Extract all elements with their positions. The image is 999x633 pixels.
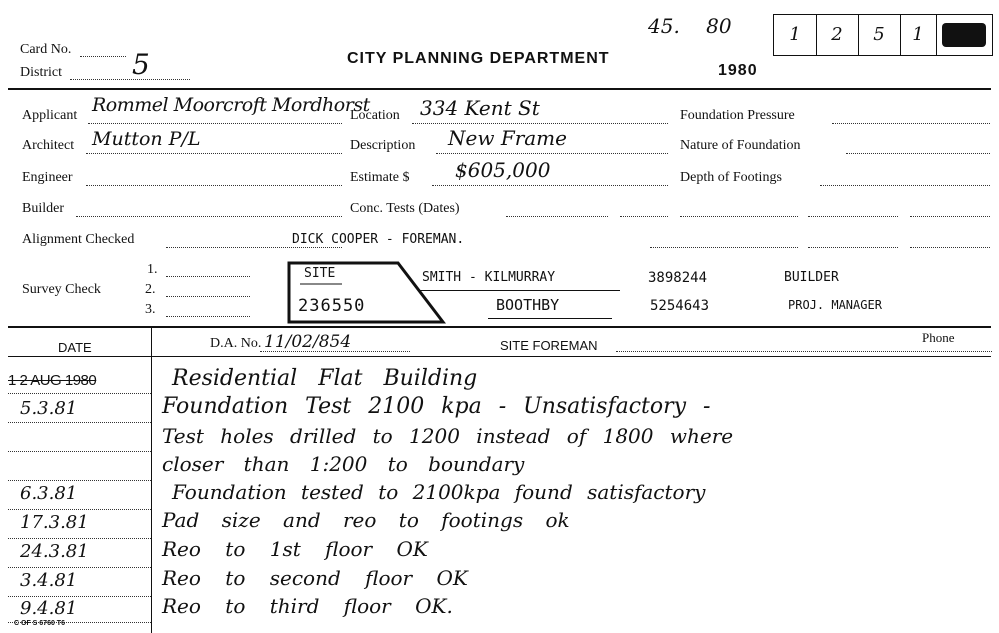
ref-box-3: 5 — [858, 15, 901, 55]
builder-label: Builder — [22, 201, 64, 216]
engineer-label: Engineer — [22, 170, 73, 185]
da-label: D.A. No. — [210, 336, 262, 351]
date-rule-8 — [8, 596, 151, 597]
survey-num-3: 3. — [145, 302, 156, 317]
nature-of-foundation-line — [846, 153, 990, 154]
builder-contact-name: SMITH - KILMURRAY — [422, 270, 556, 285]
applicant-line — [88, 123, 342, 124]
estimate-line — [432, 185, 668, 186]
date-rule-4 — [8, 480, 151, 481]
phone-label: Phone — [922, 330, 955, 345]
district-value: 5 — [132, 48, 150, 81]
year: 1980 — [718, 62, 758, 79]
site-number: 236550 — [298, 296, 366, 316]
description-line — [436, 153, 668, 154]
ref-box-1: 1 — [774, 15, 817, 55]
manager-contact-underline — [488, 318, 612, 319]
estimate-label: Estimate $ — [350, 170, 410, 185]
site-foreman-line — [616, 351, 992, 352]
entry-date-2: 5.3.81 — [20, 398, 78, 419]
estimate-value: $605,000 — [455, 158, 551, 182]
manager-contact-phone: 5254643 — [650, 298, 710, 314]
entry-date-7: 24.3.81 — [20, 541, 89, 562]
entry-text-5: Foundation tested to 2100kpa found satisfactory — [172, 480, 706, 504]
date-rule-6 — [8, 538, 151, 539]
blank-line-a3 — [910, 216, 990, 217]
date-rule-2 — [8, 422, 151, 423]
builder-contact-underline — [420, 290, 620, 291]
survey-line-1 — [166, 276, 250, 277]
date-rule-5 — [8, 509, 151, 510]
date-header: DATE — [58, 340, 92, 355]
manager-contact-name: BOOTHBY — [496, 296, 560, 314]
applicant-value: Rommel Moorcroft Mordhorst — [92, 94, 370, 116]
architect-value: Mutton P/L — [92, 128, 201, 150]
redaction-mark — [942, 23, 986, 47]
entry-date-9: 9.4.81 — [20, 598, 78, 619]
conc-tests-label: Conc. Tests (Dates) — [350, 201, 460, 216]
entry-text-3: Test holes drilled to 1200 instead of 1800 where — [162, 424, 734, 448]
entry-text-8: Reo to second floor OK — [162, 566, 468, 590]
date-rule-7 — [8, 567, 151, 568]
blank-line-b2 — [808, 247, 898, 248]
entry-text-1: Residential Flat Building — [172, 366, 478, 391]
date-rule-3 — [8, 451, 151, 452]
site-foreman-label: SITE FOREMAN — [500, 338, 598, 353]
site-label: SITE — [304, 266, 336, 281]
engineer-line — [86, 185, 342, 186]
description-label: Description — [350, 138, 416, 153]
survey-num-2: 2. — [145, 282, 156, 297]
architect-line — [86, 153, 342, 154]
entry-text-4: closer than 1:200 to boundary — [162, 452, 525, 476]
da-value: 11/02/854 — [264, 332, 352, 352]
entry-text-7: Reo to 1st floor OK — [162, 537, 428, 561]
builder-line — [76, 216, 342, 217]
ref-box-2: 2 — [816, 15, 859, 55]
district-line — [70, 79, 190, 80]
entry-date-1: 1 2 AUG 1980 — [8, 372, 97, 389]
applicant-label: Applicant — [22, 108, 78, 123]
alignment-line — [166, 247, 342, 248]
card-no-label: Card No. — [20, 42, 72, 57]
architect-label: Architect — [22, 138, 75, 153]
blank-line-b3 — [910, 247, 990, 248]
row-rule-0 — [8, 356, 991, 357]
location-label: Location — [350, 108, 400, 123]
log-top-border — [8, 326, 991, 328]
conc-tests-line-1 — [506, 216, 608, 217]
blank-line-a2 — [808, 216, 898, 217]
entry-text-6: Pad size and reo to footings ok — [162, 508, 570, 532]
survey-num-1: 1. — [147, 262, 158, 277]
location-value: 334 Kent St — [420, 96, 540, 120]
form-code: C OF S 6760 T6 — [14, 620, 65, 627]
page-title: CITY PLANNING DEPARTMENT — [347, 50, 610, 67]
district-label: District — [20, 65, 62, 80]
depth-of-footings-line — [820, 185, 990, 186]
date-rule-1 — [8, 393, 151, 394]
survey-line-3 — [166, 316, 250, 317]
location-line — [412, 123, 668, 124]
foundation-pressure-label: Foundation Pressure — [680, 108, 795, 123]
foundation-pressure-line — [832, 123, 990, 124]
depth-of-footings-label: Depth of Footings — [680, 170, 782, 185]
description-value: New Frame — [448, 126, 567, 150]
reference-number: 45. 80 — [648, 14, 732, 38]
manager-contact-role: PROJ. MANAGER — [788, 298, 882, 312]
entry-date-5: 6.3.81 — [20, 483, 78, 504]
alignment-value: DICK COOPER - FOREMAN. — [292, 232, 465, 247]
blank-line-a1 — [680, 216, 798, 217]
date-column-divider — [151, 327, 152, 633]
nature-of-foundation-label: Nature of Foundation — [680, 138, 801, 153]
survey-line-2 — [166, 296, 250, 297]
alignment-label: Alignment Checked — [22, 232, 135, 247]
conc-tests-line-2 — [620, 216, 668, 217]
entry-text-9: Reo to third floor OK. — [162, 594, 453, 618]
reference-boxes — [773, 14, 993, 56]
card-no-line — [80, 56, 126, 57]
builder-contact-role: BUILDER — [784, 270, 839, 285]
header-divider — [8, 88, 991, 90]
entry-text-2: Foundation Test 2100 kpa - Unsatisfactory - — [162, 394, 711, 419]
entry-date-8: 3.4.81 — [20, 570, 78, 591]
entry-date-6: 17.3.81 — [20, 512, 89, 533]
survey-label: Survey Check — [22, 282, 101, 297]
builder-contact-phone: 3898244 — [648, 270, 708, 286]
blank-line-b1 — [650, 247, 798, 248]
ref-box-4: 1 — [900, 15, 937, 55]
